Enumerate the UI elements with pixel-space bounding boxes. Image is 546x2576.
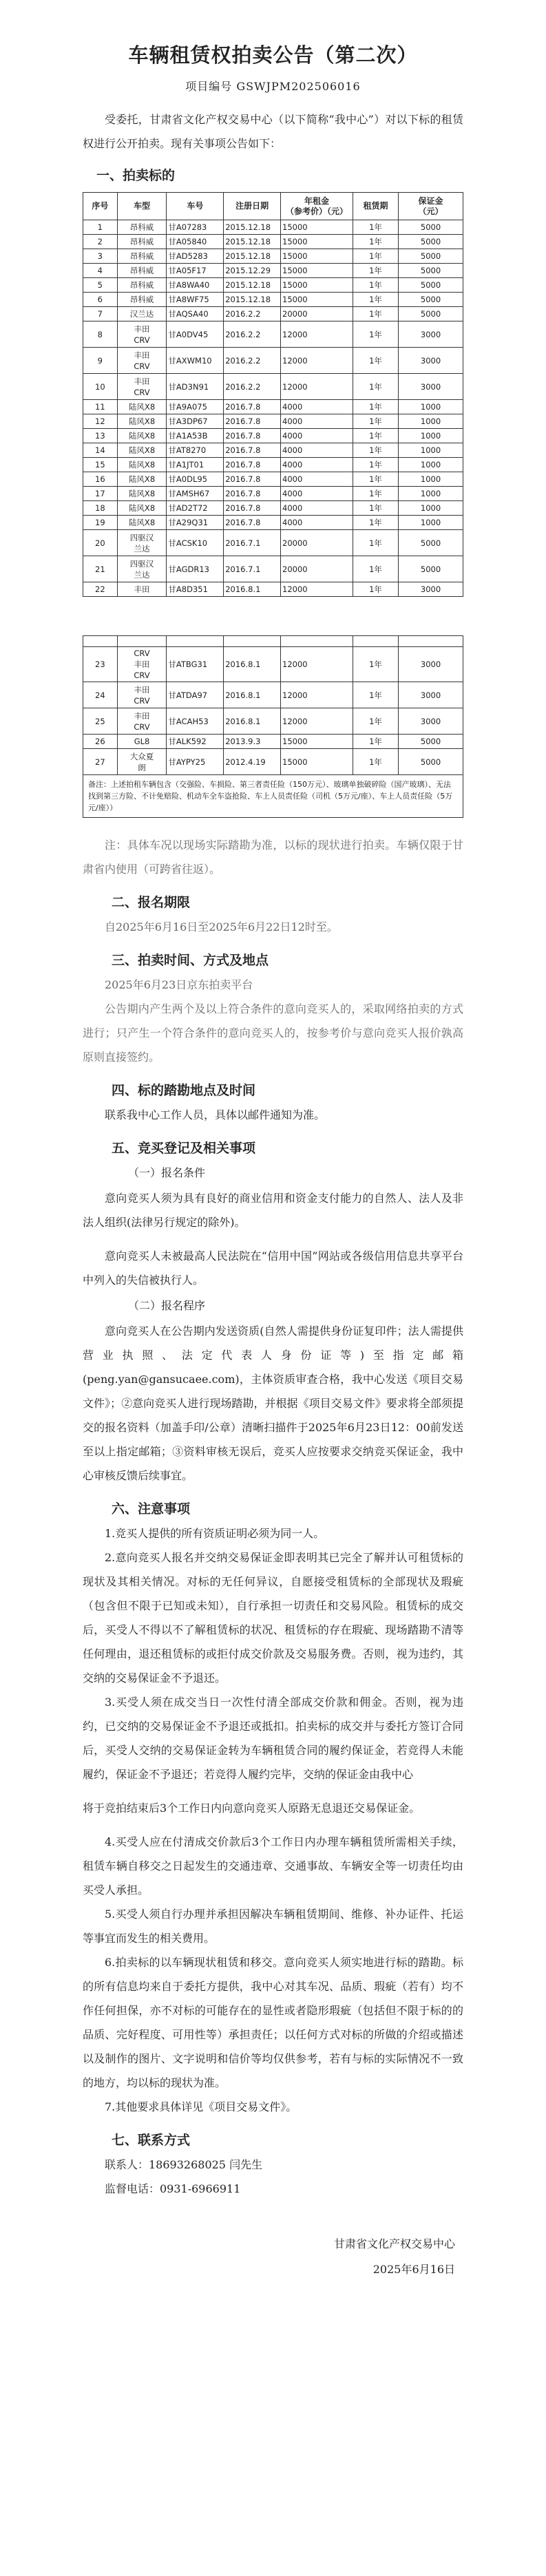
header-deposit: 保证金 （元）	[399, 193, 463, 220]
cell-deposit: 3000	[399, 582, 463, 597]
cell-reg-date: 2015.12.29	[224, 264, 281, 278]
cell-reg-date: 2016.8.1	[224, 708, 281, 735]
cell-rent: 15000	[281, 220, 353, 235]
table-row	[83, 307, 463, 321]
cell-term: 1年	[353, 414, 398, 429]
cell-no: 14	[83, 443, 118, 458]
table-row	[83, 443, 463, 458]
eligibility-condition-1: 意向竞买人须为具有良好的商业信用和资金支付能力的自然人、法人及非法人组织(法律另行规定的除外)。	[83, 1192, 463, 1229]
table-row	[83, 556, 463, 582]
cell-plate: 甘A07283	[167, 220, 224, 235]
cell-no: 9	[83, 348, 118, 374]
cell-rent: 15000	[281, 749, 353, 775]
cell-rent: 12000	[281, 348, 353, 374]
cell-deposit: 5000	[399, 556, 463, 582]
registration-period: 自2025年6月16日至2025年6月22日12时至。	[105, 920, 338, 933]
contact-person: 联系人：18693268025 闫先生	[105, 2158, 263, 2171]
table-row	[83, 293, 463, 307]
cell-plate: 甘AGDR13	[167, 556, 224, 582]
cell-no: 27	[83, 749, 118, 775]
cell-rent: 4000	[281, 443, 353, 458]
header-reg-date: 注册日期	[224, 193, 281, 220]
cell-plate: 甘AYPY25	[167, 749, 224, 775]
cell-no: 6	[83, 293, 118, 307]
cell-deposit: 3000	[399, 348, 463, 374]
cell-plate: 甘A8D351	[167, 582, 224, 597]
cell-term: 1年	[353, 278, 398, 293]
cell-term: 1年	[353, 487, 398, 501]
table-row	[83, 472, 463, 487]
lots-table-body	[83, 220, 463, 597]
lots-table	[83, 192, 463, 597]
cell-rent: 4000	[281, 458, 353, 472]
cell-reg-date: 2016.7.8	[224, 501, 281, 516]
table-row	[83, 501, 463, 516]
cell-plate: 甘AD2T72	[167, 501, 224, 516]
cell-plate: 甘A8WA40	[167, 278, 224, 293]
cell-model: 昂科威	[117, 235, 167, 249]
cell-no: 16	[83, 472, 118, 487]
cell-plate: 甘ACAH53	[167, 708, 224, 735]
cell-model: 丰田 CRV	[117, 374, 167, 400]
cell-plate: 甘A0DL95	[167, 472, 224, 487]
eligibility-subheading: （一）报名条件	[128, 1166, 206, 1179]
cell-deposit: 3000	[399, 321, 463, 348]
cell-term: 1年	[353, 400, 398, 414]
eligibility-condition-2: 意向竞买人未被最高人民法院在“信用中国”网站或各级信用信息共享平台中列入的失信被执行人。	[83, 1249, 463, 1287]
cell-plate: 甘A05840	[167, 235, 224, 249]
cell-model: 陆风X8	[117, 400, 167, 414]
cell-rent: 4000	[281, 429, 353, 443]
table-row	[83, 321, 463, 348]
table-note: 备注：上述拍租车辆包含（交强险、车损险、第三者责任险（150万元）、玻璃单独破碎险（国产玻璃）、无法找到第三方险、不计免赔险、机动车全车盗抢险、车上人员责任险（司机（5万元/座）、车上人员责任险（5万元/座））	[83, 775, 463, 818]
cell-deposit: 5000	[399, 293, 463, 307]
cell-model: 昂科威	[117, 220, 167, 235]
cell-deposit: 1000	[399, 429, 463, 443]
table-row	[83, 487, 463, 501]
cell-term: 1年	[353, 249, 398, 264]
cell-plate: 甘AT8270	[167, 443, 224, 458]
cell-rent: 12000	[281, 582, 353, 597]
cell-term: 1年	[353, 443, 398, 458]
cell-rent: 12000	[281, 682, 353, 708]
notice-item-3-cont: 将于竞拍结束后3个工作日内向意向竞买人原路无息退还交易保证金。	[83, 1802, 421, 1815]
intro-paragraph: 受委托，甘肃省文化产权交易中心（以下简称“我中心”）对以下标的租赁权进行公开拍卖。现有关事项公告如下：	[83, 113, 463, 150]
auction-method: 公告期内产生两个及以上符合条件的意向竞买人的，采取网络拍卖的方式进行；只产生一个符合条件的意向竞买人的，按参考价与意向竞买人报价孰高原则直接签约。	[83, 1002, 463, 1064]
cell-plate: 甘A0DV45	[167, 321, 224, 348]
table-row	[83, 249, 463, 264]
cell-reg-date: 2016.7.8	[224, 516, 281, 530]
cell-no: 12	[83, 414, 118, 429]
signature-block	[83, 2231, 463, 2282]
cell-plate: 甘A1A53B	[167, 429, 224, 443]
cell-reg-date: 2016.7.8	[224, 414, 281, 429]
header-annual-rent: 年租金 （参考价）（元）	[281, 193, 353, 220]
cell-rent: 4000	[281, 472, 353, 487]
cell-reg-date: 2015.12.18	[224, 278, 281, 293]
cell-deposit: 1000	[399, 400, 463, 414]
header-plate: 车号	[167, 193, 224, 220]
cell-term: 1年	[353, 235, 398, 249]
table-row	[83, 220, 463, 235]
cell-rent: 12000	[281, 708, 353, 735]
cell-plate: 甘AXWM10	[167, 348, 224, 374]
cell-no: 22	[83, 582, 118, 597]
cell-plate: 甘ATDA97	[167, 682, 224, 708]
page-title: 车辆租赁权拍卖公告（第二次）	[128, 43, 418, 67]
cell-term: 1年	[353, 530, 398, 556]
table-row	[83, 647, 463, 682]
cell-deposit: 1000	[399, 487, 463, 501]
cell-term: 1年	[353, 516, 398, 530]
cell-plate: 甘ATBG31	[167, 647, 224, 682]
cell-term: 1年	[353, 472, 398, 487]
cell-no: 20	[83, 530, 118, 556]
cell-model: 丰田 CRV	[117, 682, 167, 708]
cell-deposit: 3000	[399, 374, 463, 400]
cell-plate: 甘AMSH67	[167, 487, 224, 501]
cell-reg-date: 2016.8.1	[224, 647, 281, 682]
cell-rent: 15000	[281, 264, 353, 278]
cell-deposit: 5000	[399, 307, 463, 321]
cell-rent: 12000	[281, 647, 353, 682]
cell-deposit: 1000	[399, 443, 463, 458]
table-row	[83, 682, 463, 708]
table-row	[83, 235, 463, 249]
cell-reg-date: 2013.9.3	[224, 735, 281, 749]
cell-model: 丰田 CRV	[117, 708, 167, 735]
cell-reg-date: 2016.8.1	[224, 582, 281, 597]
cell-model: 四驱汉 兰达	[117, 556, 167, 582]
cell-reg-date: 2016.2.2	[224, 321, 281, 348]
cell-rent: 15000	[281, 293, 353, 307]
cell-rent: 15000	[281, 278, 353, 293]
cell-no: 4	[83, 264, 118, 278]
table-row	[83, 414, 463, 429]
lots-table-header	[83, 193, 463, 220]
cell-plate: 甘AD3N91	[167, 374, 224, 400]
cell-model: GL8	[117, 735, 167, 749]
cell-reg-date: 2016.2.2	[224, 374, 281, 400]
cell-reg-date: 2015.12.18	[224, 235, 281, 249]
cell-plate: 甘A1JT01	[167, 458, 224, 472]
lots-table-continued	[83, 635, 463, 775]
cell-model: 昂科威	[117, 293, 167, 307]
cell-model: 四驱汉 兰达	[117, 530, 167, 556]
cell-reg-date: 2016.2.2	[224, 348, 281, 374]
cell-term: 1年	[353, 749, 398, 775]
notice-item-6: 6.拍卖标的以车辆现状租赁和移交。意向竞买人须实地进行标的踏勘。标的所有信息均来自于委托方提供，我中心对其车况、品质、瑕疵（若有）均不作任何担保，亦不对标的可能存在的显性或者隐形瑕疵（包括但不限于标的的品质、完好程度、可用性等）承担责任；以任何方式对标的所做的介绍或描述以及制作的图片、文字说明和信价等均仅供参考，若有与标的实际情况不一致的地方，均以标的现状为准。	[83, 1956, 463, 2089]
section4-heading: 四、标的踏勘地点及时间	[112, 1083, 256, 1098]
cell-rent: 20000	[281, 556, 353, 582]
cell-deposit: 5000	[399, 735, 463, 749]
cell-model: 昂科威	[117, 249, 167, 264]
cell-rent: 4000	[281, 501, 353, 516]
cell-term: 1年	[353, 264, 398, 278]
cell-deposit: 3000	[399, 682, 463, 708]
signature-org: 甘肃省文化产权交易中心	[333, 2237, 455, 2250]
cell-deposit: 5000	[399, 749, 463, 775]
cell-rent: 4000	[281, 400, 353, 414]
cell-plate: 甘A9A075	[167, 400, 224, 414]
table-row	[83, 530, 463, 556]
cell-model: 大众夏 朗	[117, 749, 167, 775]
header-lease-term: 租赁期	[353, 193, 398, 220]
notice-item-1: 1.竞买人提供的所有资质证明必须为同一人。	[105, 1527, 325, 1540]
cell-deposit: 1000	[399, 414, 463, 429]
procedure-subheading: （二）报名程序	[128, 1299, 206, 1312]
cell-deposit: 3000	[399, 708, 463, 735]
header-model: 车型	[117, 193, 167, 220]
cell-model: 丰田 CRV	[117, 348, 167, 374]
cell-term: 1年	[353, 501, 398, 516]
cell-rent: 4000	[281, 414, 353, 429]
cell-deposit: 5000	[399, 530, 463, 556]
section2-heading: 二、报名期限	[112, 895, 191, 910]
cell-rent: 4000	[281, 487, 353, 501]
cell-deposit: 5000	[399, 278, 463, 293]
cell-no: 11	[83, 400, 118, 414]
cell-reg-date: 2016.7.8	[224, 443, 281, 458]
cell-term: 1年	[353, 647, 398, 682]
cell-reg-date: 2016.7.8	[224, 472, 281, 487]
cell-reg-date: 2016.7.8	[224, 429, 281, 443]
cell-reg-date: 2016.7.8	[224, 400, 281, 414]
cell-term: 1年	[353, 556, 398, 582]
cell-term: 1年	[353, 429, 398, 443]
table-row	[83, 735, 463, 749]
procedure-text: 意向竞买人在公告期内发送资质(自然人需提供身份证复印件；法人需提供营业执照、法定代表人身份证等)至指定邮箱(peng.yan@gansucaee.com)，主体资质审查合格，我中心发送《项目交易文件》；②意向竞买人进行现场踏勘，并根据《项目交易文件》要求将全部须提交的报名资料（加盖手印/公章）清晰扫描件于2025年6月23日12：00前发送至以上指定邮箱；③资料审核无误后，竞买人应按要求交纳竞买保证金，我中心审核反馈后续事宜。	[83, 1324, 463, 1482]
cell-model: 陆风X8	[117, 501, 167, 516]
table-row	[83, 264, 463, 278]
cell-model: 陆风X8	[117, 414, 167, 429]
cell-plate: 甘ALK592	[167, 735, 224, 749]
cell-term: 1年	[353, 682, 398, 708]
cell-term: 1年	[353, 708, 398, 735]
cell-rent: 20000	[281, 530, 353, 556]
cell-term: 1年	[353, 348, 398, 374]
table-row	[83, 429, 463, 443]
cell-plate: 甘A29Q31	[167, 516, 224, 530]
cell-deposit: 5000	[399, 249, 463, 264]
cell-deposit: 1000	[399, 501, 463, 516]
lot-remark: 注：具体车况以现场实际踏勘为准，以标的现状进行拍卖。车辆仅限于甘肃省内使用（可跨省往返）。	[83, 838, 463, 876]
notice-item-3: 3.买受人须在成交当日一次性付清全部成交价款和佣金。否则，视为违约，已交纳的交易保证金不予退还或抵扣。拍卖标的成交并与委托方签订合同后，买受人交纳的交易保证金转为车辆租赁合同的履约保证金，若竞得人未能履约，保证金不予退还；若竞得人履约完毕，交纳的保证金由我中心	[83, 1696, 463, 1781]
cell-model: 陆风X8	[117, 443, 167, 458]
supervision-phone: 监督电话：0931-6966911	[105, 2182, 241, 2195]
cell-model: 丰田	[117, 582, 167, 597]
cell-no: 21	[83, 556, 118, 582]
cell-no: 1	[83, 220, 118, 235]
inspection-info: 联系我中心工作人员，具体以邮件通知为准。	[105, 1108, 326, 1121]
table-row	[83, 348, 463, 374]
cell-no: 13	[83, 429, 118, 443]
cell-reg-date: 2015.12.18	[224, 220, 281, 235]
cell-model: 陆风X8	[117, 472, 167, 487]
cell-model: 陆风X8	[117, 487, 167, 501]
table-row	[83, 374, 463, 400]
cell-no: 2	[83, 235, 118, 249]
cell-rent: 15000	[281, 735, 353, 749]
cell-deposit: 1000	[399, 472, 463, 487]
notice-item-5: 5.买受人须自行办理并承担因解决车辆租赁期间、维修、补办证件、托运等事宜而发生的相关费用。	[83, 1908, 463, 1945]
cell-term: 1年	[353, 735, 398, 749]
cell-deposit: 3000	[399, 647, 463, 682]
cell-model: 汉兰达	[117, 307, 167, 321]
cell-reg-date: 2015.12.18	[224, 293, 281, 307]
section6-heading: 六、注意事项	[112, 1501, 191, 1517]
cell-plate: 甘ACSK10	[167, 530, 224, 556]
cell-reg-date: 2015.12.18	[224, 249, 281, 264]
cell-term: 1年	[353, 458, 398, 472]
cell-term: 1年	[353, 220, 398, 235]
cell-reg-date: 2016.7.8	[224, 458, 281, 472]
signature-date: 2025年6月16日	[372, 2263, 455, 2276]
cell-deposit: 1000	[399, 516, 463, 530]
notice-item-7: 7.其他要求具体详见《项目交易文件》。	[105, 2100, 297, 2113]
table-row	[83, 278, 463, 293]
cell-rent: 12000	[281, 321, 353, 348]
cell-plate: 甘A8WF75	[167, 293, 224, 307]
cell-model: 丰田 CRV	[117, 321, 167, 348]
auction-date-platform: 2025年6月23日京东拍卖平台	[105, 978, 253, 991]
table-row	[83, 708, 463, 735]
table-row	[83, 516, 463, 530]
cell-reg-date: 2016.7.1	[224, 556, 281, 582]
cell-reg-date: 2016.7.8	[224, 487, 281, 501]
cell-term: 1年	[353, 293, 398, 307]
table-row	[83, 458, 463, 472]
table-row	[83, 749, 463, 775]
cell-rent: 15000	[281, 235, 353, 249]
cell-rent: 15000	[281, 249, 353, 264]
cell-plate: 甘AQSA40	[167, 307, 224, 321]
section7-heading: 七、联系方式	[112, 2133, 191, 2148]
cell-reg-date: 2016.2.2	[224, 307, 281, 321]
cell-model: 陆风X8	[117, 516, 167, 530]
cell-no: 18	[83, 501, 118, 516]
cell-reg-date: 2016.7.1	[224, 530, 281, 556]
cell-rent: 4000	[281, 516, 353, 530]
cell-no: 19	[83, 516, 118, 530]
cell-model: 昂科威	[117, 278, 167, 293]
cell-reg-date: 2012.4.19	[224, 749, 281, 775]
cell-reg-date: 2016.8.1	[224, 682, 281, 708]
cell-rent: 12000	[281, 374, 353, 400]
cell-no: 17	[83, 487, 118, 501]
cell-plate: 甘A3DP67	[167, 414, 224, 429]
cell-term: 1年	[353, 321, 398, 348]
cell-model: CRV 丰田 CRV	[117, 647, 167, 682]
cell-no: 23	[83, 647, 118, 682]
cell-term: 1年	[353, 582, 398, 597]
cell-no: 3	[83, 249, 118, 264]
header-no: 序号	[83, 193, 118, 220]
table-row	[83, 400, 463, 414]
cell-no: 10	[83, 374, 118, 400]
section5-heading: 五、竞买登记及相关事项	[112, 1141, 256, 1156]
notice-item-2: 2.意向竞买人报名并交纳交易保证金即表明其已完全了解并认可租赁标的现状及其相关情况。对标的无任何异议，自愿接受租赁标的全部现状及瑕疵（包含但不限于已知或未知），自行承担一切责任和交易风险。租赁标的成交后，买受人不得以不了解租赁标的状况、租赁标的存在瑕疵、现场踏勘不清等任何理由，退还租赁标的或拒付成交价款及交易服务费。否则，视为违约，其交纳的交易保证金不予退还。	[83, 1551, 463, 1685]
cell-no: 7	[83, 307, 118, 321]
table-row	[83, 582, 463, 597]
cell-deposit: 5000	[399, 220, 463, 235]
project-number: 项目编号 GSWJPM202506016	[185, 80, 361, 93]
cell-model: 陆风X8	[117, 458, 167, 472]
cell-rent: 20000	[281, 307, 353, 321]
cell-term: 1年	[353, 374, 398, 400]
cell-deposit: 5000	[399, 235, 463, 249]
cell-plate: 甘AD5283	[167, 249, 224, 264]
cell-deposit: 1000	[399, 458, 463, 472]
cell-no: 5	[83, 278, 118, 293]
cell-deposit: 5000	[399, 264, 463, 278]
cell-no: 25	[83, 708, 118, 735]
cell-plate: 甘A05F17	[167, 264, 224, 278]
cell-model: 陆风X8	[117, 429, 167, 443]
lots-table-continued-body	[83, 636, 463, 775]
section3-heading: 三、拍卖时间、方式及地点	[112, 953, 269, 968]
section1-heading: 一、拍卖标的	[96, 168, 176, 183]
cell-no: 15	[83, 458, 118, 472]
cell-model: 昂科威	[117, 264, 167, 278]
cell-no: 8	[83, 321, 118, 348]
notice-item-4: 4.买受人应在付清成交价款后3个工作日内办理车辆租赁所需相关手续，租赁车辆自移交之日起发生的交通违章、交通事故、车辆安全等一切责任均由买受人承担。	[83, 1835, 463, 1897]
cell-term: 1年	[353, 307, 398, 321]
cell-no: 24	[83, 682, 118, 708]
cell-no: 26	[83, 735, 118, 749]
